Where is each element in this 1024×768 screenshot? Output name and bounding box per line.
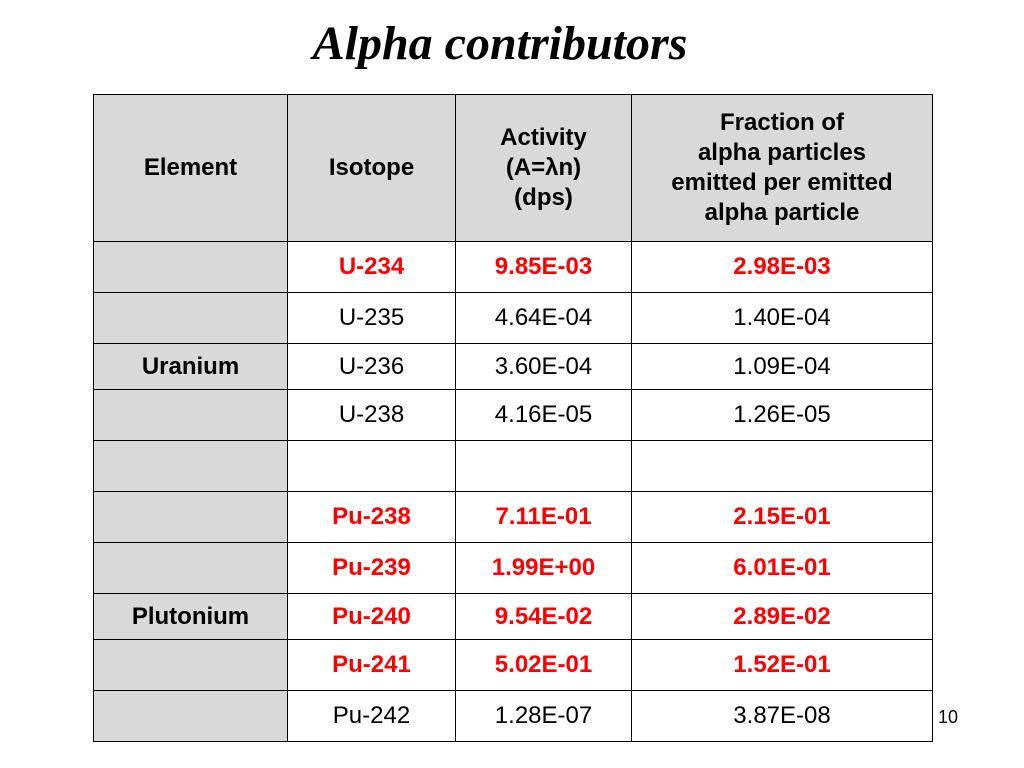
alpha-contributors-table	[93, 94, 933, 742]
fraction-cell: 2.89E-02	[632, 594, 933, 640]
header-element: Element	[94, 95, 288, 242]
activity-cell	[456, 441, 632, 492]
isotope-cell: Pu-242	[288, 691, 456, 742]
header-fraction-line: alpha particle	[704, 199, 860, 226]
header-fraction-line: alpha particles	[697, 139, 867, 166]
header-activity-line: Activity	[500, 124, 587, 151]
element-cell	[94, 691, 288, 742]
isotope-cell	[288, 441, 456, 492]
isotope-cell: U-234	[288, 242, 456, 293]
table-row	[94, 691, 933, 742]
element-cell: Plutonium	[94, 594, 288, 640]
activity-cell: 4.16E-05	[456, 390, 632, 441]
fraction-cell: 1.40E-04	[632, 293, 933, 344]
element-cell	[94, 242, 288, 293]
fraction-cell: 2.15E-01	[632, 492, 933, 543]
table-row	[94, 492, 933, 543]
element-cell	[94, 441, 288, 492]
activity-cell: 1.28E-07	[456, 691, 632, 742]
activity-cell: 4.64E-04	[456, 293, 632, 344]
element-cell	[94, 390, 288, 441]
slide-title: Alpha contributors	[312, 17, 688, 70]
table-row	[94, 594, 933, 640]
element-cell: Uranium	[94, 344, 288, 390]
activity-cell: 9.54E-02	[456, 594, 632, 640]
activity-cell: 1.99E+00	[456, 543, 632, 594]
isotope-cell: Pu-239	[288, 543, 456, 594]
isotope-cell: U-235	[288, 293, 456, 344]
activity-cell: 7.11E-01	[456, 492, 632, 543]
activity-cell: 3.60E-04	[456, 344, 632, 390]
table-row	[94, 640, 933, 691]
fraction-cell: 1.09E-04	[632, 344, 933, 390]
table-row	[94, 293, 933, 344]
table-row	[94, 543, 933, 594]
table-row	[94, 242, 933, 293]
header-activity-line: (A=λn)	[505, 154, 582, 181]
table-row	[94, 441, 933, 492]
header-fraction-line: emitted per emitted	[671, 169, 893, 196]
element-cell	[94, 543, 288, 594]
header-isotope: Isotope	[288, 95, 456, 242]
activity-cell: 5.02E-01	[456, 640, 632, 691]
isotope-cell: Pu-240	[288, 594, 456, 640]
fraction-cell	[632, 441, 933, 492]
fraction-cell: 1.52E-01	[632, 640, 933, 691]
header-activity	[456, 95, 632, 242]
page-number: 10	[938, 707, 959, 727]
header-activity-line: (dps)	[514, 184, 573, 211]
table-row	[94, 390, 933, 441]
activity-cell: 9.85E-03	[456, 242, 632, 293]
fraction-cell: 6.01E-01	[632, 543, 933, 594]
header-row	[94, 95, 933, 242]
header-fraction-line: Fraction of	[720, 109, 844, 136]
isotope-cell: Pu-241	[288, 640, 456, 691]
element-cell	[94, 492, 288, 543]
isotope-cell: U-238	[288, 390, 456, 441]
element-cell	[94, 293, 288, 344]
fraction-cell: 1.26E-05	[632, 390, 933, 441]
element-cell	[94, 640, 288, 691]
fraction-cell: 2.98E-03	[632, 242, 933, 293]
isotope-cell: Pu-238	[288, 492, 456, 543]
fraction-cell: 3.87E-08	[632, 691, 933, 742]
isotope-cell: U-236	[288, 344, 456, 390]
table-row	[94, 344, 933, 390]
header-fraction	[632, 95, 933, 242]
